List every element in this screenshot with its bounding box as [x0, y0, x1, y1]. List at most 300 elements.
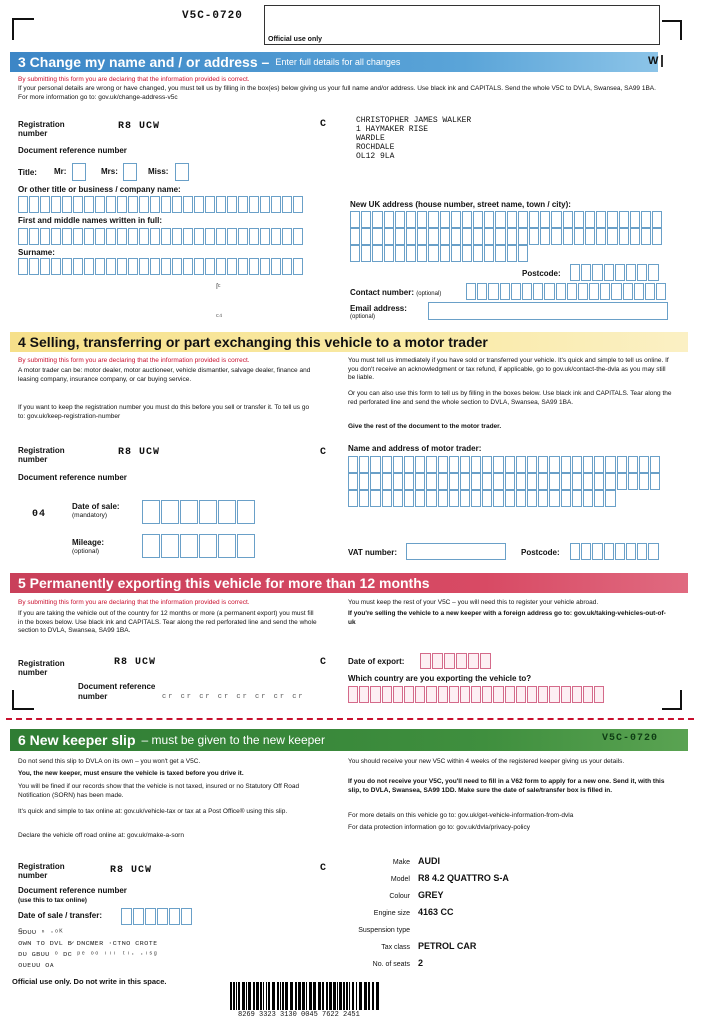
input-box[interactable]	[471, 473, 481, 490]
input-box[interactable]	[415, 490, 425, 507]
input-box[interactable]	[652, 211, 662, 228]
input-box[interactable]	[395, 211, 405, 228]
input-box[interactable]	[128, 258, 138, 275]
input-box[interactable]	[462, 228, 472, 245]
input-box[interactable]	[507, 228, 517, 245]
input-box[interactable]	[227, 196, 237, 213]
input-box[interactable]	[117, 196, 127, 213]
input-box[interactable]	[518, 228, 528, 245]
input-box[interactable]	[426, 490, 436, 507]
input-box[interactable]	[460, 686, 470, 703]
input-box[interactable]	[51, 196, 61, 213]
input-box[interactable]	[106, 258, 116, 275]
input-box[interactable]	[218, 534, 236, 558]
input-box[interactable]	[549, 473, 559, 490]
input-box[interactable]	[561, 686, 571, 703]
input-box[interactable]	[563, 228, 573, 245]
input-box[interactable]	[133, 908, 144, 925]
mrs-checkbox[interactable]	[123, 163, 137, 181]
input-box[interactable]	[551, 211, 561, 228]
input-box[interactable]	[628, 456, 638, 473]
input-box[interactable]	[271, 258, 281, 275]
input-box[interactable]	[505, 490, 515, 507]
input-box[interactable]	[637, 264, 647, 281]
input-box[interactable]	[604, 264, 614, 281]
input-box[interactable]	[507, 245, 517, 262]
input-box[interactable]	[578, 283, 588, 300]
input-box[interactable]	[382, 686, 392, 703]
email-field[interactable]	[428, 302, 668, 320]
input-box[interactable]	[527, 490, 537, 507]
input-box[interactable]	[84, 258, 94, 275]
input-box[interactable]	[440, 245, 450, 262]
input-box[interactable]	[145, 908, 156, 925]
input-box[interactable]	[350, 211, 360, 228]
input-box[interactable]	[626, 264, 636, 281]
input-box[interactable]	[473, 211, 483, 228]
input-box[interactable]	[594, 473, 604, 490]
input-box[interactable]	[605, 490, 615, 507]
input-box[interactable]	[471, 686, 481, 703]
input-box[interactable]	[29, 196, 39, 213]
input-box[interactable]	[561, 490, 571, 507]
input-box[interactable]	[293, 228, 303, 245]
mr-checkbox[interactable]	[72, 163, 86, 181]
input-box[interactable]	[282, 196, 292, 213]
input-box[interactable]	[511, 283, 521, 300]
input-box[interactable]	[471, 456, 481, 473]
input-box[interactable]	[404, 456, 414, 473]
input-box[interactable]	[404, 490, 414, 507]
input-box[interactable]	[359, 490, 369, 507]
input-box[interactable]	[106, 196, 116, 213]
input-box[interactable]	[29, 258, 39, 275]
input-box[interactable]	[384, 228, 394, 245]
s3-postcode-boxes[interactable]	[570, 264, 670, 281]
input-box[interactable]	[460, 456, 470, 473]
input-box[interactable]	[150, 258, 160, 275]
input-box[interactable]	[488, 283, 498, 300]
input-box[interactable]	[348, 473, 358, 490]
input-box[interactable]	[529, 211, 539, 228]
input-box[interactable]	[495, 228, 505, 245]
input-box[interactable]	[516, 456, 526, 473]
input-box[interactable]	[150, 228, 160, 245]
input-box[interactable]	[393, 686, 403, 703]
input-box[interactable]	[237, 500, 255, 524]
input-box[interactable]	[482, 473, 492, 490]
input-box[interactable]	[493, 490, 503, 507]
input-box[interactable]	[428, 228, 438, 245]
input-box[interactable]	[617, 473, 627, 490]
input-box[interactable]	[172, 196, 182, 213]
input-box[interactable]	[538, 456, 548, 473]
input-box[interactable]	[51, 228, 61, 245]
input-box[interactable]	[181, 908, 192, 925]
input-box[interactable]	[415, 456, 425, 473]
input-box[interactable]	[428, 211, 438, 228]
input-box[interactable]	[95, 196, 105, 213]
input-box[interactable]	[128, 228, 138, 245]
input-box[interactable]	[350, 228, 360, 245]
input-box[interactable]	[51, 258, 61, 275]
input-box[interactable]	[359, 473, 369, 490]
input-box[interactable]	[645, 283, 655, 300]
input-box[interactable]	[62, 228, 72, 245]
input-box[interactable]	[444, 653, 455, 669]
input-box[interactable]	[451, 228, 461, 245]
input-box[interactable]	[29, 228, 39, 245]
input-box[interactable]	[628, 473, 638, 490]
input-box[interactable]	[527, 686, 537, 703]
input-box[interactable]	[361, 228, 371, 245]
input-box[interactable]	[451, 211, 461, 228]
input-box[interactable]	[348, 686, 358, 703]
input-box[interactable]	[417, 228, 427, 245]
s4-postcode-boxes[interactable]	[570, 543, 670, 560]
input-box[interactable]	[634, 283, 644, 300]
input-box[interactable]	[540, 211, 550, 228]
input-box[interactable]	[260, 196, 270, 213]
input-box[interactable]	[440, 211, 450, 228]
input-box[interactable]	[293, 196, 303, 213]
input-box[interactable]	[570, 264, 580, 281]
input-box[interactable]	[630, 211, 640, 228]
input-box[interactable]	[583, 473, 593, 490]
input-box[interactable]	[73, 258, 83, 275]
input-box[interactable]	[404, 686, 414, 703]
input-box[interactable]	[271, 228, 281, 245]
input-box[interactable]	[183, 228, 193, 245]
input-box[interactable]	[417, 211, 427, 228]
input-box[interactable]	[583, 686, 593, 703]
input-box[interactable]	[95, 258, 105, 275]
input-box[interactable]	[40, 196, 50, 213]
input-box[interactable]	[438, 456, 448, 473]
input-box[interactable]	[482, 456, 492, 473]
input-box[interactable]	[62, 258, 72, 275]
input-box[interactable]	[522, 283, 532, 300]
input-box[interactable]	[449, 456, 459, 473]
input-box[interactable]	[106, 228, 116, 245]
input-box[interactable]	[596, 211, 606, 228]
input-box[interactable]	[260, 228, 270, 245]
input-box[interactable]	[650, 456, 660, 473]
input-box[interactable]	[482, 490, 492, 507]
input-box[interactable]	[406, 228, 416, 245]
input-box[interactable]	[505, 456, 515, 473]
input-box[interactable]	[426, 456, 436, 473]
date-transfer-boxes[interactable]	[121, 908, 201, 925]
new-address-boxes[interactable]	[350, 211, 668, 262]
input-box[interactable]	[493, 456, 503, 473]
input-box[interactable]	[117, 258, 127, 275]
input-box[interactable]	[538, 686, 548, 703]
input-box[interactable]	[199, 500, 217, 524]
input-box[interactable]	[84, 196, 94, 213]
input-box[interactable]	[516, 490, 526, 507]
trader-address-boxes[interactable]	[348, 456, 668, 507]
input-box[interactable]	[161, 258, 171, 275]
input-box[interactable]	[527, 473, 537, 490]
input-box[interactable]	[639, 473, 649, 490]
input-box[interactable]	[561, 456, 571, 473]
input-box[interactable]	[428, 245, 438, 262]
input-box[interactable]	[393, 473, 403, 490]
input-box[interactable]	[611, 283, 621, 300]
input-box[interactable]	[549, 490, 559, 507]
input-box[interactable]	[516, 473, 526, 490]
input-box[interactable]	[406, 211, 416, 228]
input-box[interactable]	[500, 283, 510, 300]
input-box[interactable]	[574, 211, 584, 228]
input-box[interactable]	[471, 490, 481, 507]
input-box[interactable]	[607, 228, 617, 245]
input-box[interactable]	[493, 686, 503, 703]
input-box[interactable]	[117, 228, 127, 245]
input-box[interactable]	[451, 245, 461, 262]
input-box[interactable]	[426, 686, 436, 703]
input-box[interactable]	[572, 456, 582, 473]
input-box[interactable]	[637, 543, 647, 560]
input-box[interactable]	[18, 258, 28, 275]
input-box[interactable]	[619, 211, 629, 228]
input-box[interactable]	[238, 196, 248, 213]
input-box[interactable]	[561, 473, 571, 490]
input-box[interactable]	[456, 653, 467, 669]
input-box[interactable]	[293, 258, 303, 275]
input-box[interactable]	[417, 245, 427, 262]
input-box[interactable]	[630, 228, 640, 245]
input-box[interactable]	[282, 258, 292, 275]
input-box[interactable]	[393, 456, 403, 473]
input-box[interactable]	[619, 228, 629, 245]
input-box[interactable]	[139, 228, 149, 245]
input-box[interactable]	[282, 228, 292, 245]
input-box[interactable]	[484, 228, 494, 245]
input-box[interactable]	[581, 543, 591, 560]
input-box[interactable]	[480, 653, 491, 669]
input-box[interactable]	[604, 543, 614, 560]
input-box[interactable]	[583, 490, 593, 507]
input-box[interactable]	[460, 473, 470, 490]
input-box[interactable]	[238, 228, 248, 245]
input-box[interactable]	[382, 473, 392, 490]
input-box[interactable]	[183, 196, 193, 213]
input-box[interactable]	[359, 686, 369, 703]
input-box[interactable]	[589, 283, 599, 300]
input-box[interactable]	[370, 490, 380, 507]
input-box[interactable]	[183, 258, 193, 275]
input-box[interactable]	[40, 228, 50, 245]
vat-number-field[interactable]	[406, 543, 506, 560]
input-box[interactable]	[128, 196, 138, 213]
input-box[interactable]	[249, 196, 259, 213]
input-box[interactable]	[205, 196, 215, 213]
input-box[interactable]	[529, 228, 539, 245]
input-box[interactable]	[493, 473, 503, 490]
input-box[interactable]	[73, 228, 83, 245]
input-box[interactable]	[538, 490, 548, 507]
input-box[interactable]	[415, 473, 425, 490]
input-box[interactable]	[449, 686, 459, 703]
input-box[interactable]	[199, 534, 217, 558]
input-box[interactable]	[527, 456, 537, 473]
input-box[interactable]	[484, 211, 494, 228]
input-box[interactable]	[617, 456, 627, 473]
input-box[interactable]	[216, 228, 226, 245]
input-box[interactable]	[227, 258, 237, 275]
input-box[interactable]	[533, 283, 543, 300]
input-box[interactable]	[121, 908, 132, 925]
input-box[interactable]	[372, 211, 382, 228]
input-box[interactable]	[194, 196, 204, 213]
input-box[interactable]	[420, 653, 431, 669]
input-box[interactable]	[623, 283, 633, 300]
input-box[interactable]	[227, 228, 237, 245]
surname-boxes[interactable]	[18, 258, 333, 275]
input-box[interactable]	[592, 264, 602, 281]
input-box[interactable]	[180, 500, 198, 524]
input-box[interactable]	[361, 211, 371, 228]
input-box[interactable]	[581, 264, 591, 281]
input-box[interactable]	[594, 490, 604, 507]
input-box[interactable]	[18, 196, 28, 213]
input-box[interactable]	[172, 228, 182, 245]
input-box[interactable]	[157, 908, 168, 925]
input-box[interactable]	[495, 211, 505, 228]
input-box[interactable]	[271, 196, 281, 213]
input-box[interactable]	[348, 456, 358, 473]
input-box[interactable]	[516, 686, 526, 703]
input-box[interactable]	[372, 245, 382, 262]
input-box[interactable]	[570, 543, 580, 560]
input-box[interactable]	[237, 534, 255, 558]
input-box[interactable]	[592, 543, 602, 560]
input-box[interactable]	[84, 228, 94, 245]
input-box[interactable]	[382, 456, 392, 473]
input-box[interactable]	[205, 258, 215, 275]
input-box[interactable]	[460, 490, 470, 507]
input-box[interactable]	[370, 686, 380, 703]
input-box[interactable]	[505, 686, 515, 703]
input-box[interactable]	[62, 196, 72, 213]
input-box[interactable]	[572, 490, 582, 507]
input-box[interactable]	[150, 196, 160, 213]
input-box[interactable]	[544, 283, 554, 300]
input-box[interactable]	[194, 258, 204, 275]
input-box[interactable]	[473, 245, 483, 262]
input-box[interactable]	[583, 456, 593, 473]
input-box[interactable]	[384, 211, 394, 228]
date-of-export-boxes[interactable]	[420, 653, 500, 669]
input-box[interactable]	[361, 245, 371, 262]
input-box[interactable]	[626, 543, 636, 560]
input-box[interactable]	[585, 228, 595, 245]
input-box[interactable]	[518, 211, 528, 228]
input-box[interactable]	[615, 264, 625, 281]
input-box[interactable]	[216, 196, 226, 213]
contact-number-boxes[interactable]	[466, 283, 670, 300]
input-box[interactable]	[507, 211, 517, 228]
input-box[interactable]	[482, 686, 492, 703]
input-box[interactable]	[370, 456, 380, 473]
input-box[interactable]	[495, 245, 505, 262]
input-box[interactable]	[249, 258, 259, 275]
input-box[interactable]	[594, 686, 604, 703]
input-box[interactable]	[142, 500, 160, 524]
input-box[interactable]	[605, 473, 615, 490]
input-box[interactable]	[585, 211, 595, 228]
input-box[interactable]	[538, 473, 548, 490]
input-box[interactable]	[172, 258, 182, 275]
input-box[interactable]	[350, 245, 360, 262]
input-box[interactable]	[650, 473, 660, 490]
input-box[interactable]	[549, 686, 559, 703]
input-box[interactable]	[477, 283, 487, 300]
input-box[interactable]	[395, 228, 405, 245]
input-box[interactable]	[348, 490, 358, 507]
input-box[interactable]	[438, 490, 448, 507]
input-box[interactable]	[551, 228, 561, 245]
input-box[interactable]	[205, 228, 215, 245]
input-box[interactable]	[372, 228, 382, 245]
input-box[interactable]	[40, 258, 50, 275]
input-box[interactable]	[393, 490, 403, 507]
mileage-boxes[interactable]	[142, 534, 267, 558]
input-box[interactable]	[249, 228, 259, 245]
input-box[interactable]	[641, 228, 651, 245]
input-box[interactable]	[194, 228, 204, 245]
input-box[interactable]	[370, 473, 380, 490]
input-box[interactable]	[18, 228, 28, 245]
input-box[interactable]	[574, 228, 584, 245]
input-box[interactable]	[449, 490, 459, 507]
input-box[interactable]	[648, 264, 658, 281]
input-box[interactable]	[607, 211, 617, 228]
input-box[interactable]	[382, 490, 392, 507]
input-box[interactable]	[73, 196, 83, 213]
input-box[interactable]	[169, 908, 180, 925]
input-box[interactable]	[462, 211, 472, 228]
input-box[interactable]	[449, 473, 459, 490]
input-box[interactable]	[438, 473, 448, 490]
input-box[interactable]	[600, 283, 610, 300]
input-box[interactable]	[473, 228, 483, 245]
input-box[interactable]	[572, 473, 582, 490]
input-box[interactable]	[652, 228, 662, 245]
input-box[interactable]	[440, 228, 450, 245]
input-box[interactable]	[161, 534, 179, 558]
other-title-boxes[interactable]	[18, 196, 333, 213]
input-box[interactable]	[406, 245, 416, 262]
input-box[interactable]	[415, 686, 425, 703]
input-box[interactable]	[395, 245, 405, 262]
input-box[interactable]	[139, 258, 149, 275]
input-box[interactable]	[594, 456, 604, 473]
input-box[interactable]	[142, 534, 160, 558]
input-box[interactable]	[656, 283, 666, 300]
input-box[interactable]	[605, 456, 615, 473]
input-box[interactable]	[484, 245, 494, 262]
input-box[interactable]	[95, 228, 105, 245]
input-box[interactable]	[216, 258, 226, 275]
input-box[interactable]	[468, 653, 479, 669]
input-box[interactable]	[518, 245, 528, 262]
input-box[interactable]	[641, 211, 651, 228]
input-box[interactable]	[426, 473, 436, 490]
input-box[interactable]	[161, 500, 179, 524]
